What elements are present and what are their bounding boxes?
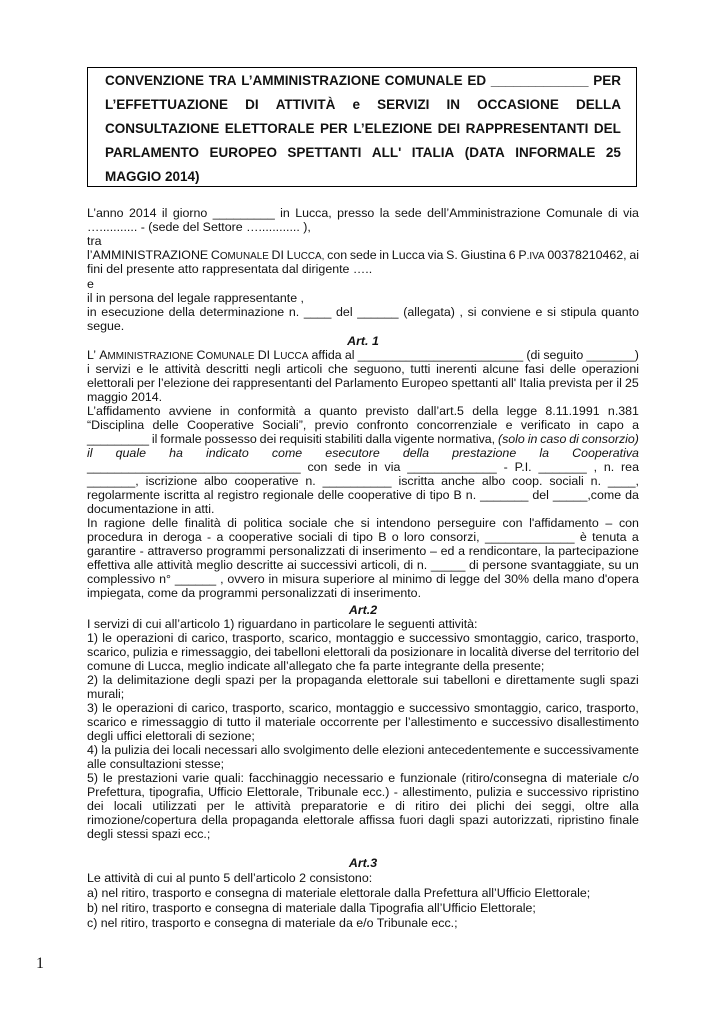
- art1-line: “Disciplina delle Cooperative Sociali”, previo confronto concorrenziale e verificato in capo a: [87, 418, 639, 432]
- art2-line: scarico e rimessaggio di tutto il materiale occorrente per l’allestimento e successivo disallestimento: [87, 715, 639, 729]
- art2-line: 4) la pulizia dei locali necessari allo svolgimento delle elezioni antecedentemente e successivamente: [87, 743, 639, 757]
- preamble-line: L’anno 2014 il giorno _________ in Lucca, presso la sede dell’Amministrazione Comunale di via: [87, 206, 639, 220]
- art1-line: regolarmente iscritta al registro regionale delle cooperative di tipo B n. _______ del _____,come da: [87, 488, 639, 502]
- art2-line: murali;: [87, 687, 125, 701]
- art1-line: il quale ha indicato come esecutore della prestazione la Cooperativa: [87, 446, 639, 460]
- title-line-2: L’EFFETTUAZIONE DI ATTIVITÀ e SERVIZI IN OCCASIONE DELLA: [105, 97, 621, 112]
- article-1-heading: Art. 1: [347, 334, 379, 348]
- art1-line: i servizi e le attività descritti negli articoli che seguono, tutti inerenti alcune fasi delle operazioni: [87, 362, 639, 376]
- art1-line: impiegata, come da programmi personalizzati di inserimento.: [87, 586, 422, 600]
- art2-line: alle consultazioni stesse;: [87, 757, 225, 771]
- art2-line: degli stessi spazi ecc.;: [87, 827, 211, 841]
- title-line-1: CONVENZIONE TRA L’AMMINISTRAZIONE COMUNALE ED _____________ PER: [105, 73, 621, 88]
- art1-line: effettiva alle attività meglio descritte ai successivi articoli, di n. _____ di persone svantaggiate, su un: [87, 558, 639, 572]
- article-3-heading: Art.3: [348, 856, 378, 870]
- art1-line: elettorali per l’elezione dei rappresentanti del Parlamento Europeo spettanti all' Italia prevista per il 25: [87, 376, 639, 390]
- page-number: 1: [36, 955, 44, 972]
- art3-line: c) nel ritiro, trasporto e consegna di materiale da e/o Tribunale ecc.;: [87, 916, 458, 930]
- preamble-line: il in persona del legale rappresentante ,: [87, 291, 304, 305]
- title-line-4: PARLAMENTO EUROPEO SPETTANTI ALL' ITALIA (DATA INFORMALE 25: [105, 145, 621, 160]
- art2-line: 2) la delimitazione degli spazi per la propaganda elettorale sui tabelloni e direttamente sugli spazi: [87, 673, 639, 687]
- preamble-line: …........... - (sede del Settore …............ ),: [87, 220, 311, 234]
- preamble-line: e: [87, 277, 94, 291]
- art1-line: _______, iscrizione albo cooperative n. __________ iscritta anche albo coop. sociali n. ____,: [87, 474, 639, 488]
- art2-line: scarico, pulizia e rimessaggio, dei tabelloni elettorali da posizionare in località diverse del territorio del: [87, 645, 639, 659]
- art1-line: procedura in deroga - a cooperative sociali di tipo B o loro consorzi, _____________ è tenuta a: [87, 530, 639, 544]
- preamble-line: segue.: [87, 319, 125, 333]
- art2-line: degli uffici elettorali di sezione;: [87, 729, 255, 743]
- art3-line: a) nel ritiro, trasporto e consegna di materiale elettorale dalla Prefettura all’Ufficio Elettorale;: [87, 886, 591, 900]
- art2-line: 1) le operazioni di carico, trasporto, scarico, montaggio e successivo smontaggio, carico, trasporto,: [87, 631, 639, 645]
- art2-line: rimozione/copertura della propaganda elettorale affissa fuori dagli spazi autorizzati, ripristino finale: [87, 813, 639, 827]
- preamble-line: l’AMMINISTRAZIONE COMUNALE DI LUCCA, con sede in Lucca via S. Giustina 6 P.IVA 00378210462, ai: [87, 248, 639, 262]
- art1-line: _______________________________ con sede in via _____________ - P.I. _______ , n. rea: [87, 460, 639, 474]
- preamble-line: fini del presente atto rappresentata dal dirigente …..: [87, 262, 373, 276]
- art2-line: Prefettura, tipografia, Ufficio Elettorale, Tribunale ecc.) - allestimento, pulizia e successivo ripristino: [87, 785, 639, 799]
- art2-line: 5) le prestazioni varie quali: facchinaggio necessario e funzionale (ritiro/consegna di materiale c/o: [87, 771, 639, 785]
- art3-line: b) nel ritiro, trasporto e consegna di materiale dalla Tipografia all’Ufficio Elettorale;: [87, 901, 536, 915]
- preamble-line: tra: [87, 234, 102, 248]
- art1-line: garantire - attraverso programmi personalizzati di inserimento – ed a rendicontare, la partecipazione: [87, 544, 639, 558]
- preamble-line: in esecuzione della determinazione n. ____ del ______ (allegata) , si conviene e si stipula quanto: [87, 305, 639, 319]
- art3-line: Le attività di cui al punto 5 dell’articolo 2 consistono:: [87, 871, 373, 885]
- art2-line: dei locali utilizzati per le attività preparatorie e di ritiro dei plichi dei seggi, oltre alla: [87, 799, 639, 813]
- document-title-box: [87, 67, 637, 187]
- art2-line: comune di Lucca, meglio indicate all’allegato che fa parte integrante della presente;: [87, 659, 545, 673]
- art2-line: 3) le operazioni di carico, trasporto, scarico, montaggio e successivo smontaggio, carico, trasporto,: [87, 701, 639, 715]
- title-line-5: MAGGIO 2014): [105, 169, 200, 184]
- art2-line: I servizi di cui all’articolo 1) riguardano in particolare le seguenti attività:: [87, 617, 478, 631]
- art1-line: L’affidamento avviene in conformità a quanto previsto dall’art.5 della legge 8.11.1991 n.381: [87, 404, 639, 418]
- art1-line: In ragione delle finalità di politica sociale che si intendono perseguire con l'affidamento – con: [87, 516, 639, 530]
- art1-line: L’ AMMINISTRAZIONE COMUNALE DI LUCCA affida al ________________________ (di seguito _______): [87, 348, 639, 362]
- art1-line: _________ il formale possesso dei requisiti stabiliti dalla vigente normativa, (solo in caso di consorzio): [87, 432, 639, 446]
- art1-line: documentazione in atti.: [87, 502, 215, 516]
- title-line-3: CONSULTAZIONE ELETTORALE PER L’ELEZIONE DEI RAPPRESENTANTI DEL: [105, 121, 621, 136]
- art1-line: complessivo n° ______ , ovvero in misura superiore al minimo di legge del 30% della mano d'opera: [87, 572, 639, 586]
- art1-line: maggio 2014.: [87, 390, 163, 404]
- article-2-heading: Art.2: [348, 603, 378, 617]
